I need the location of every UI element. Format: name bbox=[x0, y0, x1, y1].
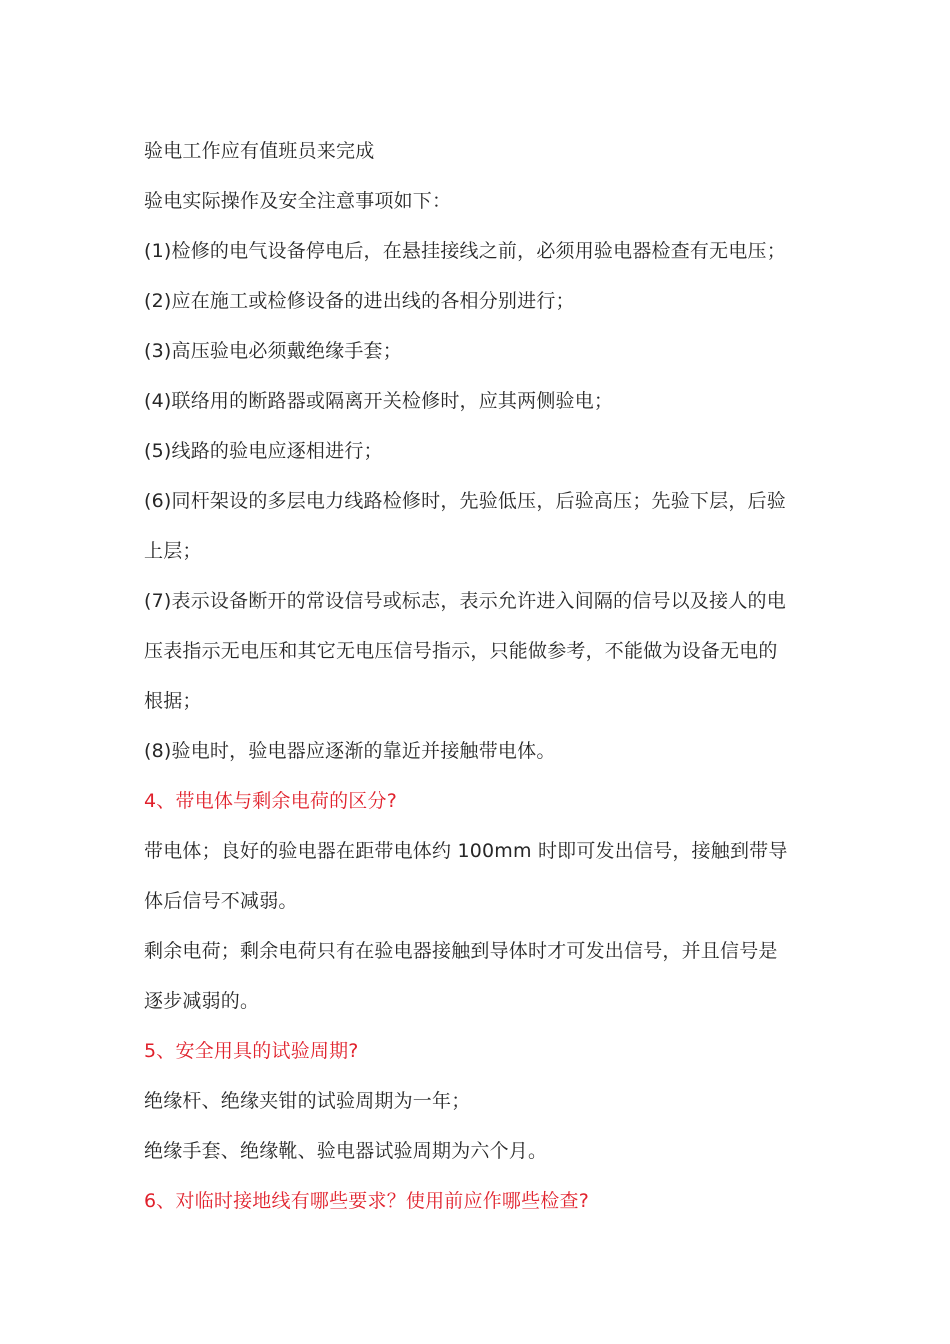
paragraph-line: 剩余电荷；剩余电荷只有在验电器接触到导体时才可发出信号，并且信号是 bbox=[144, 940, 778, 962]
paragraph-line: 体后信号不减弱。 bbox=[144, 890, 298, 912]
paragraph-line: 逐步减弱的。 bbox=[144, 990, 260, 1012]
list-item: (5)线路的验电应逐相进行； bbox=[144, 440, 383, 462]
list-item: (2)应在施工或检修设备的进出线的各相分别进行； bbox=[144, 290, 575, 312]
paragraph-line: 验电实际操作及安全注意事项如下： bbox=[144, 190, 452, 212]
section-heading: 6、对临时接地线有哪些要求？使用前应作哪些检查? bbox=[144, 1190, 589, 1212]
list-item: (1)检修的电气设备停电后，在悬挂接线之前，必须用验电器检查有无电压； bbox=[144, 240, 786, 262]
section-heading: 5、安全用具的试验周期? bbox=[144, 1040, 359, 1062]
list-item: (8)验电时，验电器应逐渐的靠近并接触带电体。 bbox=[144, 740, 556, 762]
list-item-continuation: 上层； bbox=[144, 540, 202, 562]
paragraph-line: 验电工作应有值班员来完成 bbox=[144, 140, 375, 162]
paragraph-line: 绝缘手套、绝缘靴、验电器试验周期为六个月。 bbox=[144, 1140, 548, 1162]
list-item: (7)表示设备断开的常设信号或标志，表示允许进入间隔的信号以及接人的电 bbox=[144, 590, 786, 612]
section-heading: 4、带电体与剩余电荷的区分? bbox=[144, 790, 397, 812]
document-body bbox=[144, 126, 816, 1226]
list-item-continuation: 压表指示无电压和其它无电压信号指示，只能做参考，不能做为设备无电的 bbox=[144, 640, 778, 662]
list-item: (6)同杆架设的多层电力线路检修时，先验低压，后验高压；先验下层，后验 bbox=[144, 490, 786, 512]
list-item-continuation: 根据； bbox=[144, 690, 202, 712]
paragraph-line: 绝缘杆、绝缘夹钳的试验周期为一年； bbox=[144, 1090, 471, 1112]
list-item: (3)高压验电必须戴绝缘手套； bbox=[144, 340, 402, 362]
paragraph-line: 带电体；良好的验电器在距带电体约 100mm 时即可发出信号，接触到带导 bbox=[144, 840, 788, 862]
list-item: (4)联络用的断路器或隔离开关检修时，应其两侧验电； bbox=[144, 390, 614, 412]
